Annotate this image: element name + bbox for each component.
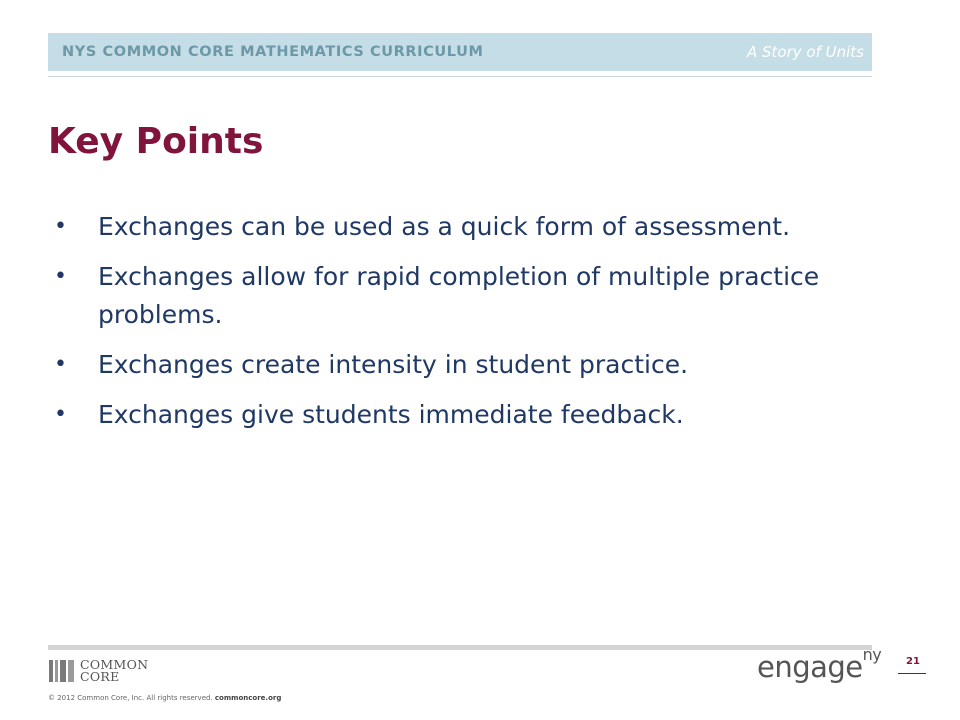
common-core-wordmark: COMMON CORE xyxy=(80,657,149,684)
engageny-logo: engage$^{ny}$ xyxy=(757,645,882,684)
page-number-underline xyxy=(898,673,926,674)
slide-title: Key Points xyxy=(48,121,264,162)
bullet-dot-icon: • xyxy=(54,264,67,289)
bullet-text: Exchanges create intensity in student practice. xyxy=(98,350,689,379)
bullet-text: Exchanges allow for rapid completion of multiple practice problems. xyxy=(98,262,820,329)
curriculum-label: NYS COMMON CORE MATHEMATICS CURRICULUM xyxy=(62,44,484,60)
bullet-dot-icon: • xyxy=(54,352,67,377)
bullet-item xyxy=(48,346,868,384)
page-number: 21 xyxy=(906,656,920,667)
bullet-dot-icon: • xyxy=(54,214,67,239)
common-core-logo-icon xyxy=(49,660,75,682)
bullet-text: Exchanges can be used as a quick form of assessment. xyxy=(98,212,791,241)
footer-divider xyxy=(48,645,872,650)
copyright-notice: © 2012 Common Core, Inc. All rights reserved. commoncore.org xyxy=(48,694,282,702)
bullet-item xyxy=(48,208,868,246)
bullet-item xyxy=(48,396,868,434)
header-divider xyxy=(48,76,872,77)
bullet-text: Exchanges give students immediate feedback. xyxy=(98,400,684,429)
key-points-list xyxy=(48,208,868,446)
bullet-dot-icon: • xyxy=(54,402,67,427)
bullet-item xyxy=(48,258,868,334)
story-of-units-label: A Story of Units xyxy=(747,43,864,61)
